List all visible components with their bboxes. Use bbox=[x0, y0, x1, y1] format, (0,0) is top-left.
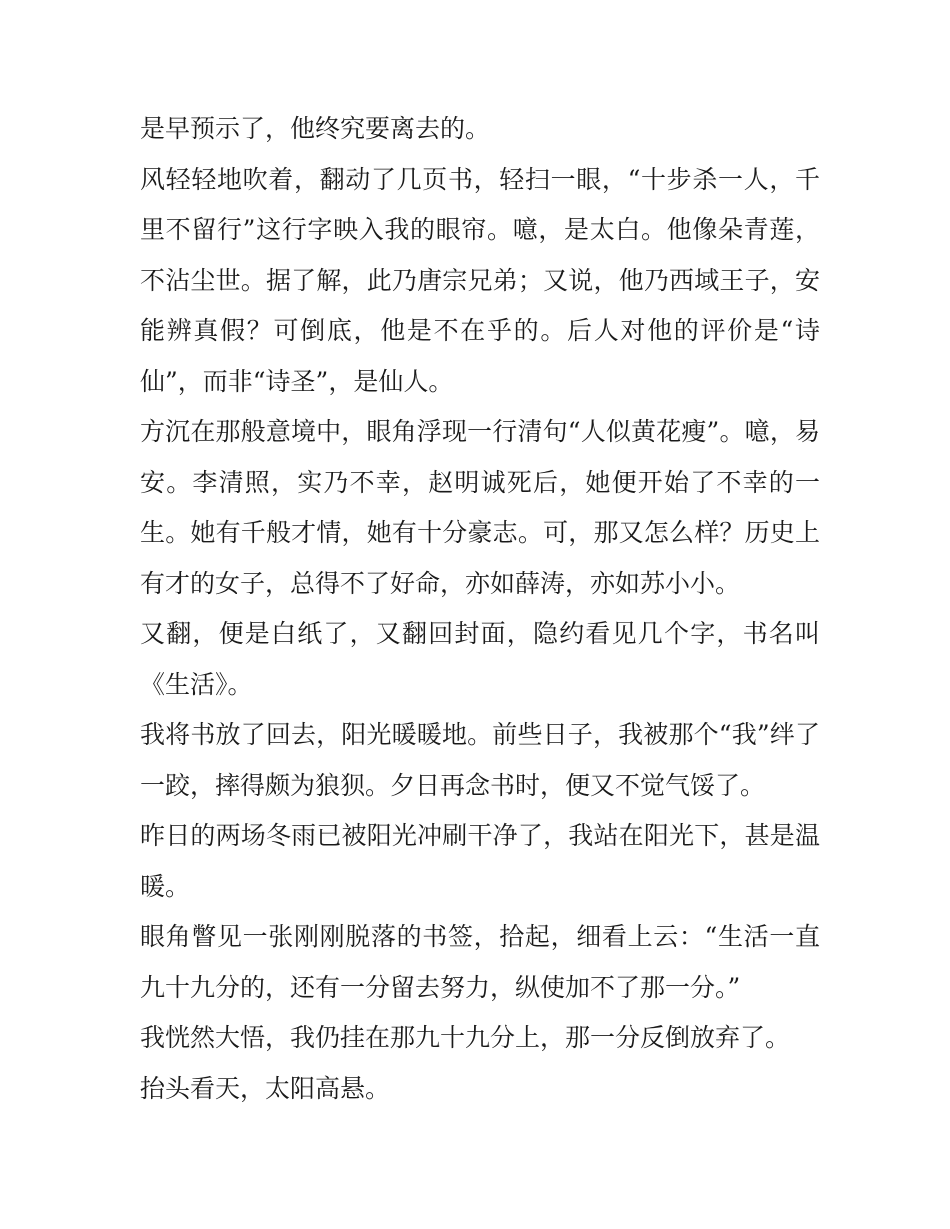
paragraph: 眼角瞥见一张刚刚脱落的书签，拾起，细看上云：“生活一直九十九分的，还有一分留去努力，纵使加不了那一分。” bbox=[140, 922, 820, 1002]
paragraph: 方沉在那般意境中，眼角浮现一行清句“人似黄花瘦”。噫，易安。李清照，实乃不幸，赵明诚死后，她便开始了不幸的一生。她有千般才情，她有十分豪志。可，那又怎么样？历史上有才的女子，总得不了好命，亦如薛涛，亦如苏小小。 bbox=[140, 417, 820, 598]
paragraph: 我恍然大悟，我仍挂在那九十九分上，那一分反倒放弃了。 bbox=[140, 1023, 791, 1052]
article-body bbox=[140, 104, 820, 1114]
paragraph: 抬头看天，太阳高悬。 bbox=[140, 1073, 391, 1103]
paragraph: 是早预示了，他终究要离去的。 bbox=[140, 114, 491, 143]
paragraph: 我将书放了回去，阳光暖暖地。前些日子，我被那个“我”绊了一跤，摔得颇为狼狈。夕日再念书时，便又不觉气馁了。 bbox=[140, 720, 820, 800]
paragraph: 风轻轻地吹着，翻动了几页书，轻扫一眼，“十步杀一人，千里不留行”这行字映入我的眼帘。噫，是太白。他像朵青莲，不沾尘世。据了解，此乃唐宗兄弟；又说，他乃西域王子，安能辨真假？可倒底，他是不在乎的。后人对他的评价是“诗仙”，而非“诗圣”，是仙人。 bbox=[140, 164, 820, 396]
paragraph: 昨日的两场冬雨已被阳光冲刷干净了，我站在阳光下，甚是温暖。 bbox=[140, 821, 820, 901]
paragraph: 又翻，便是白纸了，又翻回封面，隐约看见几个字，书名叫《生活》。 bbox=[140, 619, 820, 699]
